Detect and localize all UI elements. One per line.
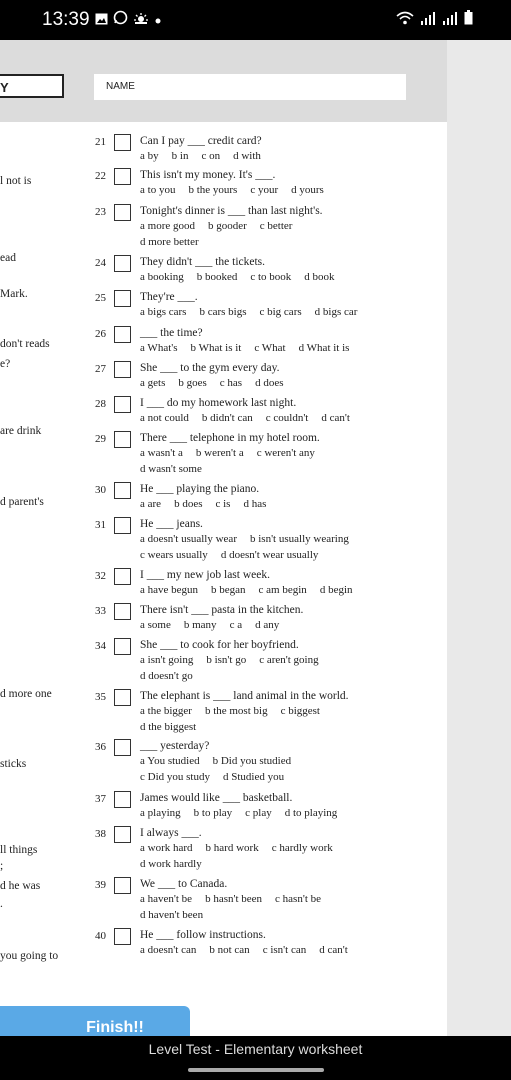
- answer-option: b hasn't been: [205, 893, 263, 905]
- left-fragment-text: d he was: [0, 880, 41, 892]
- question-number: 28: [95, 398, 106, 410]
- question-number: 29: [95, 433, 106, 445]
- option-row: [140, 892, 334, 908]
- question-text: He ___ follow instructions.: [140, 929, 266, 941]
- question-text: This isn't my money. It's ___.: [140, 169, 276, 181]
- option-row: [140, 908, 334, 924]
- signal-icon-2: [442, 11, 458, 30]
- answer-option: a You studied: [140, 755, 200, 767]
- answer-option: d doesn't wear usually: [220, 548, 319, 561]
- question-text: We ___ to Canada.: [140, 878, 228, 890]
- question-number: 38: [95, 828, 106, 840]
- gallery-icon: [95, 11, 108, 29]
- left-fragment-text: Mark.: [0, 288, 28, 300]
- question-number: 37: [95, 793, 106, 805]
- answer-option: c big cars: [259, 306, 302, 318]
- left-fragment-text: d parent's: [0, 496, 44, 508]
- answer-options: [140, 270, 348, 286]
- question-text: ___ the time?: [140, 327, 203, 339]
- answer-option: c a: [229, 619, 243, 631]
- answer-option: b does: [174, 498, 203, 510]
- weather-icon: [133, 11, 149, 29]
- answer-option: c biggest: [280, 705, 320, 717]
- answer-option: a are: [140, 498, 162, 510]
- answer-option: a to you: [140, 184, 176, 196]
- option-row: [140, 583, 366, 599]
- answer-option: d bigs car: [314, 306, 358, 318]
- option-row: [140, 770, 304, 786]
- answer-option: a isn't going: [140, 654, 194, 666]
- answer-option: b hard work: [205, 842, 259, 854]
- answer-options: [140, 704, 333, 735]
- answer-options: [140, 219, 305, 250]
- answer-option: c What: [254, 342, 286, 354]
- answer-options: [140, 183, 337, 199]
- answer-option: a by: [140, 150, 159, 162]
- right-gutter: [447, 40, 511, 1036]
- question-number: 33: [95, 605, 106, 617]
- option-row: [140, 446, 328, 462]
- answer-option: c to book: [250, 271, 292, 283]
- question-text: She ___ to cook for her boyfriend.: [140, 639, 299, 651]
- answer-option: a booking: [140, 271, 184, 283]
- option-row: [140, 235, 305, 251]
- option-row: [140, 618, 292, 634]
- answer-checkbox[interactable]: [114, 638, 131, 655]
- question-number: 30: [95, 484, 106, 496]
- option-row: [140, 704, 333, 720]
- answer-option: a doesn't can: [140, 944, 197, 956]
- left-fragment-text: l not is: [0, 175, 32, 187]
- question-text: There ___ telephone in my hotel room.: [140, 432, 320, 444]
- option-row: [140, 270, 348, 286]
- answer-checkbox[interactable]: [114, 396, 131, 413]
- answer-option: d any: [255, 619, 280, 631]
- option-row: [140, 841, 346, 857]
- question-text: I ___ my new job last week.: [140, 569, 270, 581]
- question-text: Tonight's dinner is ___ than last night's.: [140, 205, 323, 217]
- answer-option: a gets: [140, 377, 166, 389]
- whatsapp-icon: [113, 10, 128, 29]
- option-row: [140, 754, 304, 770]
- answer-options: [140, 841, 346, 872]
- answer-checkbox[interactable]: [114, 603, 131, 620]
- answer-options: [140, 943, 361, 959]
- answer-option: d can't: [319, 944, 348, 956]
- question-text: They're ___.: [140, 291, 198, 303]
- answer-options: [140, 754, 304, 785]
- home-indicator[interactable]: [188, 1068, 324, 1072]
- question-text: ___ yesterday?: [140, 740, 210, 752]
- option-row: [140, 669, 332, 685]
- answer-checkbox[interactable]: [114, 826, 131, 843]
- question-text: James would like ___ basketball.: [140, 792, 293, 804]
- answer-option: b isn't usually wearing: [249, 533, 349, 545]
- answer-option: c on: [201, 150, 221, 162]
- answer-option: d with: [233, 150, 261, 162]
- answer-checkbox[interactable]: [114, 290, 131, 307]
- left-fragment-text: are drink: [0, 425, 42, 437]
- answer-option: d Studied you: [222, 770, 285, 783]
- answer-checkbox[interactable]: [114, 739, 131, 756]
- question-number: 26: [95, 328, 106, 340]
- question-text: I always ___.: [140, 827, 202, 839]
- answer-option: d can't: [321, 412, 350, 424]
- left-fragment-text: sticks: [0, 758, 27, 770]
- answer-option: c has: [219, 377, 243, 389]
- question-number: 21: [95, 136, 106, 148]
- option-row: [140, 653, 332, 669]
- answer-option: b isn't go: [206, 654, 247, 666]
- finish-button[interactable]: Finish!!: [0, 1006, 190, 1036]
- answer-option: c your: [250, 184, 279, 196]
- question-text: He ___ playing the piano.: [140, 483, 260, 495]
- answer-option: c is: [215, 498, 231, 510]
- answer-option: a some: [140, 619, 171, 631]
- answer-option: c Did you study: [140, 770, 210, 783]
- option-row: [140, 548, 362, 564]
- question-text: He ___ jeans.: [140, 518, 203, 530]
- question-text: I ___ do my homework last night.: [140, 397, 297, 409]
- option-row: [140, 305, 370, 321]
- option-row: [140, 857, 346, 873]
- answer-option: d does: [255, 377, 284, 389]
- answer-checkbox[interactable]: [114, 326, 131, 343]
- question-text: There isn't ___ pasta in the kitchen.: [140, 604, 304, 616]
- answer-options: [140, 149, 274, 165]
- answer-option: b What is it: [190, 342, 242, 354]
- wifi-icon: [396, 11, 414, 30]
- question-number: 24: [95, 257, 106, 269]
- left-fragment-text: ;: [0, 860, 4, 872]
- answer-option: d more better: [140, 235, 199, 248]
- system-icons: [396, 10, 473, 30]
- left-fragment-text: you going to: [0, 950, 59, 962]
- left-fragment-text: .: [0, 898, 3, 910]
- answer-options: [140, 806, 350, 822]
- question-number: 27: [95, 363, 106, 375]
- answer-option: c better: [259, 220, 293, 232]
- left-fragment-text: e?: [0, 358, 11, 370]
- answer-option: c isn't can: [262, 944, 307, 956]
- left-fragment-text: don't reads: [0, 338, 50, 350]
- answer-option: b the yours: [188, 184, 238, 196]
- answer-option: b weren't a: [195, 447, 244, 459]
- answer-option: c hardly work: [271, 842, 333, 854]
- worksheet-page: [0, 40, 447, 1036]
- option-row: [140, 219, 305, 235]
- worksheet-header: [0, 40, 447, 122]
- answer-option: a playing: [140, 807, 181, 819]
- answer-option: a bigs cars: [140, 306, 187, 318]
- answer-options: [140, 618, 292, 634]
- answer-option: b not can: [209, 944, 250, 956]
- answer-option: d begin: [319, 584, 353, 596]
- answer-checkbox[interactable]: [114, 928, 131, 945]
- answer-option: c wears usually: [140, 548, 208, 561]
- answer-checkbox[interactable]: [114, 255, 131, 272]
- answer-option: a more good: [140, 220, 195, 232]
- answer-option: b didn't can: [201, 412, 253, 424]
- answer-checkbox[interactable]: [114, 431, 131, 448]
- signal-icon: [420, 11, 436, 30]
- answer-checkbox[interactable]: [114, 361, 131, 378]
- answer-option: c weren't any: [256, 447, 315, 459]
- question-number: 31: [95, 519, 106, 531]
- answer-checkbox[interactable]: [114, 689, 131, 706]
- answer-option: d haven't been: [140, 908, 204, 921]
- answer-option: b in: [171, 150, 189, 162]
- status-bar: [0, 0, 511, 40]
- answer-options: [140, 305, 370, 321]
- option-row: [140, 462, 328, 478]
- answer-checkbox[interactable]: [114, 482, 131, 499]
- option-row: [140, 497, 279, 513]
- answer-options: [140, 446, 328, 477]
- answer-options: [140, 653, 332, 684]
- answer-option: c hasn't be: [275, 893, 322, 905]
- question-number: 22: [95, 170, 106, 182]
- answer-option: d wasn't some: [140, 462, 202, 475]
- answer-options: [140, 411, 363, 427]
- answer-option: d work hardly: [140, 857, 202, 870]
- answer-options: [140, 583, 366, 599]
- option-row: [140, 806, 350, 822]
- answer-option: d yours: [291, 184, 324, 196]
- answer-option: a haven't be: [140, 893, 193, 905]
- answer-options: [140, 497, 279, 513]
- question-number: 32: [95, 570, 106, 582]
- answer-option: a doesn't usually wear: [140, 533, 237, 545]
- answer-option: c couldn't: [265, 412, 309, 424]
- left-fragment-text: ead: [0, 252, 16, 264]
- question-text: Can I pay ___ credit card?: [140, 135, 262, 147]
- option-row: [140, 720, 333, 736]
- answer-option: a have begun: [140, 584, 199, 596]
- answer-option: c play: [245, 807, 272, 819]
- option-row: [140, 341, 362, 357]
- answer-checkbox[interactable]: [114, 134, 131, 151]
- answer-option: a work hard: [140, 842, 193, 854]
- answer-option: d has: [243, 498, 267, 510]
- left-fragment-text: ll things: [0, 844, 38, 856]
- footer-title: Level Test - Elementary worksheet: [148, 1041, 363, 1057]
- answer-option: b to play: [193, 807, 233, 819]
- answer-option: b gooder: [207, 220, 247, 232]
- answer-option: a What's: [140, 342, 178, 354]
- answer-options: [140, 341, 362, 357]
- answer-checkbox[interactable]: [114, 517, 131, 534]
- question-number: 39: [95, 879, 106, 891]
- answer-checkbox[interactable]: [114, 791, 131, 808]
- dot-icon: [154, 11, 162, 29]
- answer-option: b cars bigs: [199, 306, 247, 318]
- option-row: [140, 376, 297, 392]
- question-number: 36: [95, 741, 106, 753]
- answer-checkbox[interactable]: [114, 568, 131, 585]
- answer-options: [140, 532, 362, 563]
- question-number: 40: [95, 930, 106, 942]
- option-row: [140, 532, 362, 548]
- question-number: 23: [95, 206, 106, 218]
- answer-options: [140, 376, 297, 392]
- class-box: Y: [0, 74, 64, 98]
- answer-option: b goes: [178, 377, 207, 389]
- answer-option: b many: [183, 619, 217, 631]
- answer-option: b booked: [196, 271, 238, 283]
- answer-checkbox[interactable]: [114, 877, 131, 894]
- answer-option: d to playing: [284, 807, 338, 819]
- answer-options: [140, 892, 334, 923]
- answer-option: d What it is: [298, 342, 350, 354]
- option-row: [140, 411, 363, 427]
- question-text: She ___ to the gym every day.: [140, 362, 280, 374]
- answer-option: b the most big: [204, 705, 268, 717]
- answer-option: a the bigger: [140, 705, 192, 717]
- question-number: 34: [95, 640, 106, 652]
- answer-option: d the biggest: [140, 720, 197, 733]
- battery-icon: [464, 10, 473, 30]
- answer-option: c am begin: [258, 584, 307, 596]
- option-row: [140, 183, 337, 199]
- status-time: 13:39: [42, 9, 90, 30]
- answer-option: a wasn't a: [140, 447, 183, 459]
- name-field: NAME: [94, 74, 406, 100]
- answer-option: b Did you studied: [212, 755, 292, 767]
- question-number: 35: [95, 691, 106, 703]
- answer-option: a not could: [140, 412, 189, 424]
- answer-checkbox[interactable]: [114, 168, 131, 185]
- answer-option: d book: [304, 271, 335, 283]
- question-text: They didn't ___ the tickets.: [140, 256, 266, 268]
- option-row: [140, 149, 274, 165]
- left-fragment-text: d more one: [0, 688, 52, 700]
- answer-checkbox[interactable]: [114, 204, 131, 221]
- answer-option: c aren't going: [259, 654, 319, 666]
- option-row: [140, 943, 361, 959]
- answer-option: b began: [211, 584, 246, 596]
- question-text: The elephant is ___ land animal in the world.: [140, 690, 349, 702]
- answer-option: d doesn't go: [140, 669, 193, 682]
- question-number: 25: [95, 292, 106, 304]
- notification-icons: [95, 10, 162, 29]
- bottom-bar: [0, 1036, 511, 1080]
